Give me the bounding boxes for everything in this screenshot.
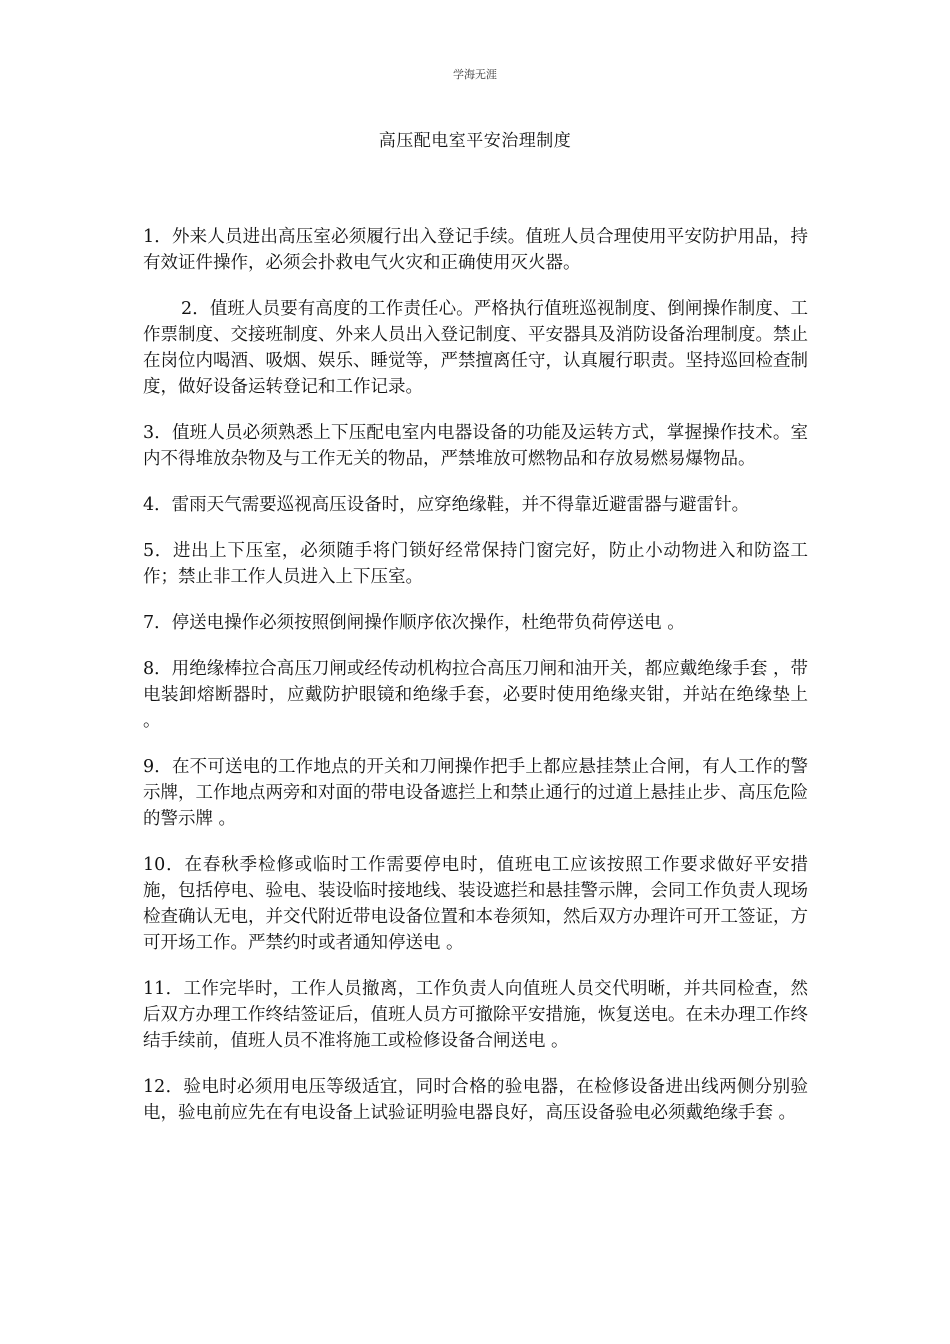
- page-header: 学海无涯: [453, 68, 497, 81]
- document-body: [143, 224, 808, 1146]
- paragraph-7: 7．停送电操作必须按照倒闸操作顺序依次操作，杜绝带负荷停送电 。: [143, 613, 685, 633]
- paragraph-10: 10．在春秋季检修或临时工作需要停电时，值班电工应该按照工作要求做好平安措施，包括停电、验电、装设临时接地线、装设遮拦和悬挂警示牌，会同工作负责人现场检查确认无电，并交代附近带电设备位置和本卷须知，然后双方办理许可开工签证，方可开场工作。严禁约时或者通知停送电 。: [143, 855, 808, 953]
- paragraph-11: 11．工作完毕时，工作人员撤离，工作负责人向值班人员交代明晰，并共同检查，然后双方办理工作终结签证后，值班人员方可撤除平安措施，恢复送电。在未办理工作终结手续前，值班人员不准将施工或检修设备合闸送电 。: [143, 979, 808, 1051]
- paragraph-8: 8．用绝缘棒拉合高压刀闸或经传动机构拉合高压刀闸和油开关，都应戴绝缘手套 ，带电装卸熔断器时，应戴防护眼镜和绝缘手套，必要时使用绝缘夹钳，并站在绝缘垫上 。: [143, 659, 808, 731]
- paragraph-2: 2．值班人员要有高度的工作责任心。严格执行值班巡视制度、倒闸操作制度、工作票制度、交接班制度、外来人员出入登记制度、平安器具及消防设备治理制度。禁止在岗位内喝酒、吸烟、娱乐、睡觉等，严禁擅离任守，认真履行职责。坚持巡回检查制度，做好设备运转登记和工作记录。: [143, 299, 808, 397]
- paragraph-3: 3．值班人员必须熟悉上下压配电室内电器设备的功能及运转方式，掌握操作技术。室内不得堆放杂物及与工作无关的物品，严禁堆放可燃物品和存放易燃易爆物品。: [143, 423, 808, 469]
- document-title: 高压配电室平安治理制度: [378, 131, 572, 151]
- paragraph-5: 5．进出上下压室，必须随手将门锁好经常保持门窗完好，防止小动物进入和防盗工作；禁止非工作人员进入上下压室。: [143, 541, 808, 587]
- paragraph-4: 4．雷雨天气需要巡视高压设备时，应穿绝缘鞋，并不得靠近避雷器与避雷针。: [143, 495, 750, 515]
- paragraph-1: 1．外来人员进出高压室必须履行出入登记手续。值班人员合理使用平安防护用品，持有效证件操作，必须会扑救电气火灾和正确使用灭火器。: [143, 227, 808, 273]
- paragraph-9: 9．在不可送电的工作地点的开关和刀闸操作把手上都应悬挂禁止合闸，有人工作的警示牌，工作地点两旁和对面的带电设备遮拦上和禁止通行的过道上悬挂止步、高压危险的警示牌 。: [143, 757, 808, 829]
- paragraph-12: 12．验电时必须用电压等级适宜，同时合格的验电器，在检修设备进出线两侧分别验电，验电前应先在有电设备上试验证明验电器良好，高压设备验电必须戴绝缘手套 。: [143, 1077, 808, 1123]
